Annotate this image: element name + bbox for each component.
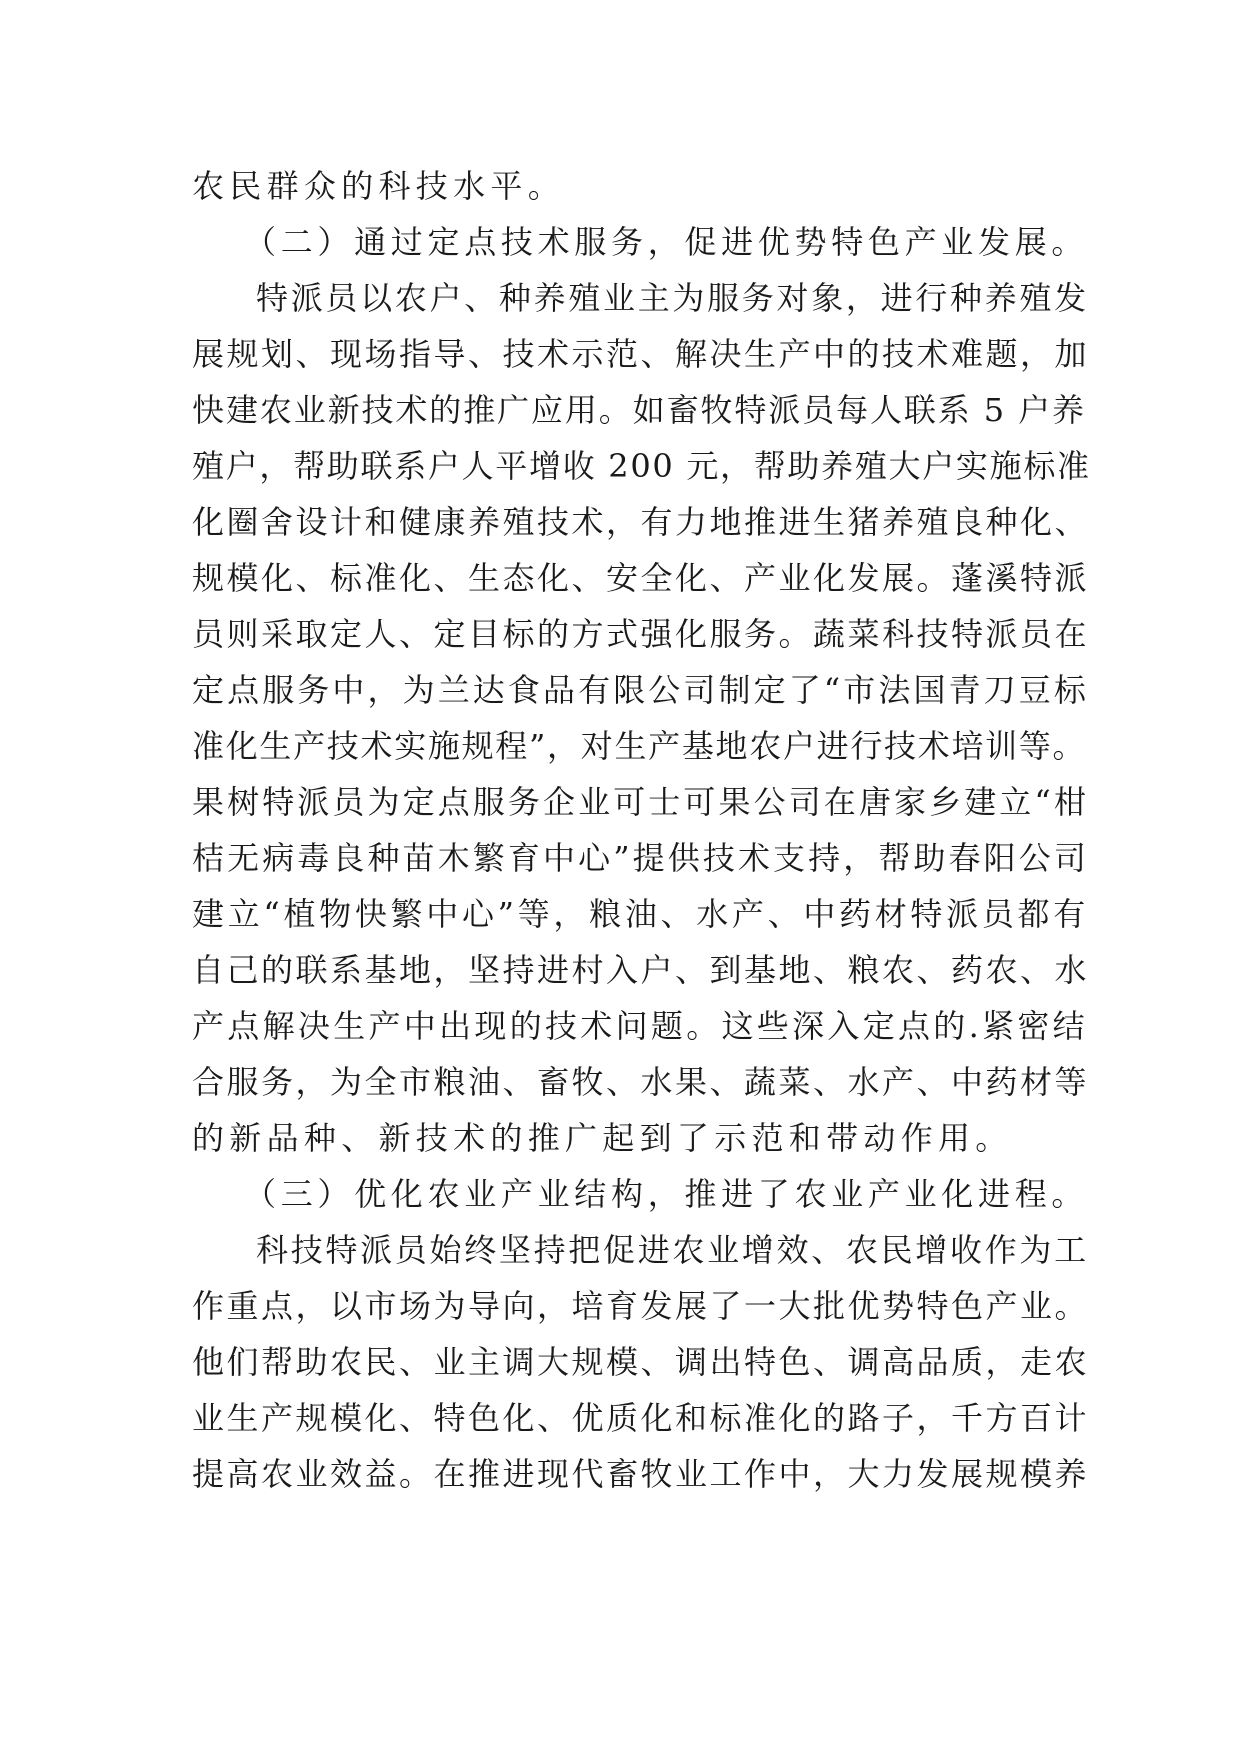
text-line: 定点服务中，为兰达食品有限公司制定了“市法国青刀豆标	[192, 671, 1089, 709]
text-line: 自己的联系基地，坚持进村入户、到基地、粮农、药农、水	[192, 951, 1090, 989]
text-line: 业生产规模化、特色化、优质化和标准化的路子，千方百计	[192, 1399, 1090, 1437]
text-line: 的新品种、新技术的推广起到了示范和带动作用。	[192, 1119, 1013, 1157]
text-line: 农民群众的科技水平。	[192, 167, 566, 205]
text-line: 合服务，为全市粮油、畜牧、水果、蔬菜、水产、中药材等	[192, 1063, 1090, 1101]
text-line: 建立“植物快繁中心”等，粮油、水产、中药材特派员都有	[192, 895, 1089, 933]
text-line: 他们帮助农民、业主调大规模、调出特色、调高品质，走农	[192, 1343, 1090, 1381]
text-line: 桔无病毒良种苗木繁育中心”提供技术支持，帮助春阳公司	[192, 839, 1089, 877]
text-line: 果树特派员为定点服务企业可士可果公司在唐家乡建立“柑	[192, 783, 1089, 821]
text-line: 产点解决生产中出现的技术问题。这些深入定点的.紧密结	[192, 1007, 1088, 1045]
text-line: 准化生产技术实施规程”，对生产基地农户进行技术培训等。	[192, 727, 1087, 765]
text-line: 作重点，以市场为导向，培育发展了一大批优势特色产业。	[192, 1287, 1090, 1325]
text-line: 殖户，帮助联系户人平增收 200 元，帮助养殖大户实施标准	[192, 447, 1091, 485]
paragraph-first-line: 科技特派员始终坚持把促进农业增效、农民增收作为工	[256, 1231, 1089, 1269]
text-line: 提高农业效益。在推进现代畜牧业工作中，大力发展规模养	[192, 1455, 1090, 1493]
text-line: 规模化、标准化、生态化、安全化、产业化发展。蓬溪特派	[192, 559, 1090, 597]
paragraph-first-line: 特派员以农户、种养殖业主为服务对象，进行种养殖发	[256, 279, 1089, 317]
text-line: 员则采取定人、定目标的方式强化服务。蔬菜科技特派员在	[192, 615, 1090, 653]
section-heading: （三）优化农业产业结构，推进了农业产业化进程。	[244, 1175, 1089, 1213]
text-line: 展规划、现场指导、技术示范、解决生产中的技术难题，加	[192, 335, 1090, 373]
text-line: 快建农业新技术的推广应用。如畜牧特派员每人联系 5 户养	[192, 391, 1086, 429]
section-heading: （二）通过定点技术服务，促进优势特色产业发展。	[244, 223, 1089, 261]
text-line: 化圈舍设计和健康养殖技术，有力地推进生猪养殖良种化、	[192, 503, 1090, 541]
